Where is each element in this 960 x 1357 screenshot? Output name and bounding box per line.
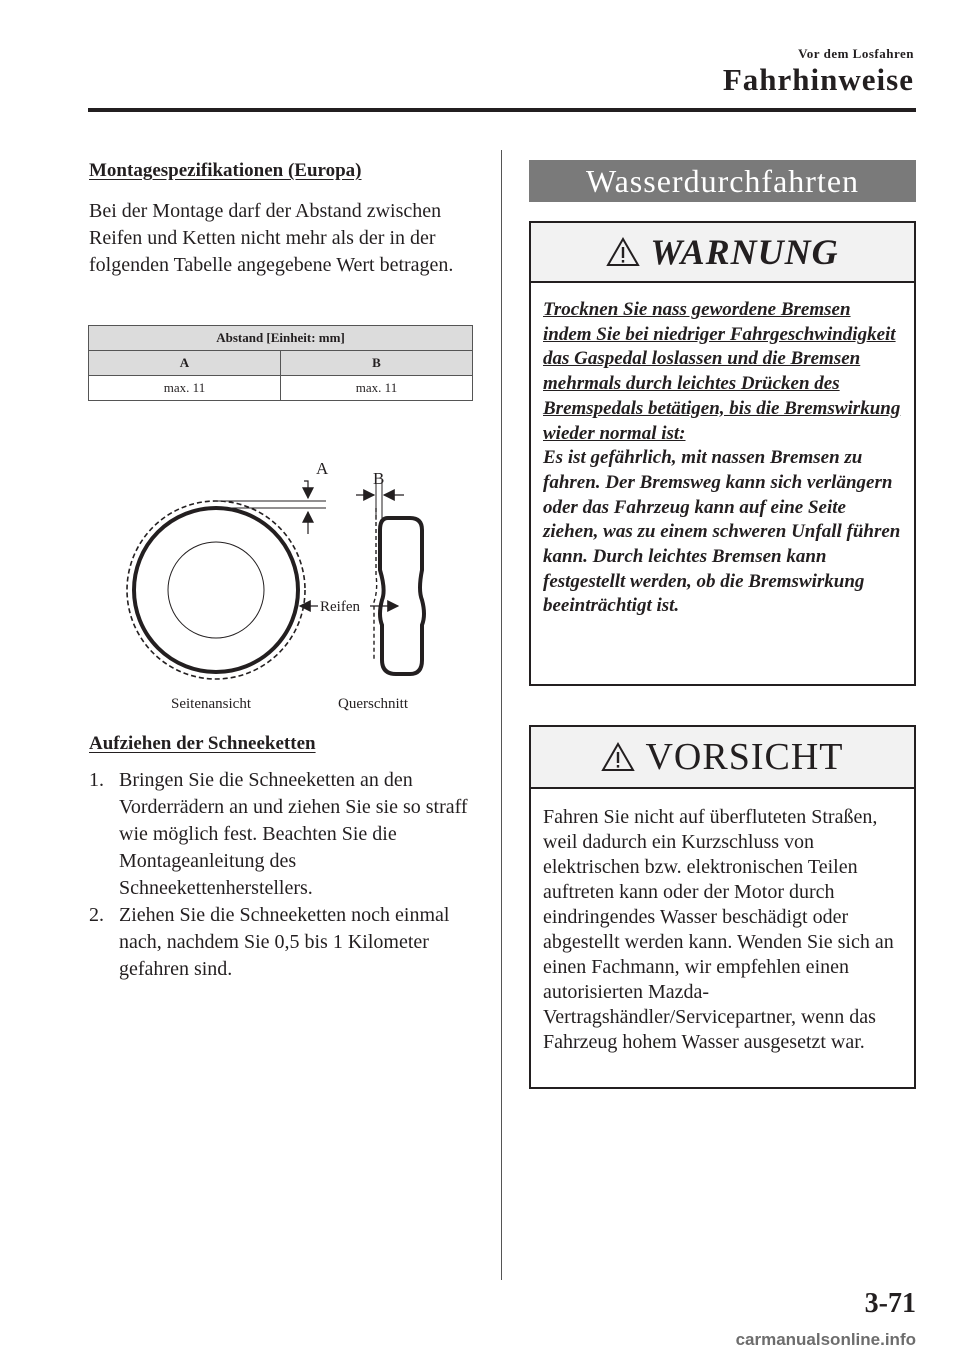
table-header-a: A <box>89 351 281 376</box>
spec-table <box>88 325 473 401</box>
tire-chain-diagram <box>120 450 450 720</box>
page-title: Fahrhinweise <box>722 62 914 97</box>
tire-cross-section <box>380 518 424 674</box>
table-value-a: max. 11 <box>89 376 281 401</box>
spec-heading: Montagespezifikationen (Europa) <box>89 160 362 181</box>
mount-steps <box>89 767 479 983</box>
step-2 <box>89 902 479 983</box>
label-tire: Reifen <box>320 599 360 615</box>
arrow-a-top <box>304 481 308 498</box>
watermark: carmanualsonline.info <box>735 1330 916 1349</box>
step-number: 2. <box>89 904 104 926</box>
warning-triangle-icon <box>606 237 640 267</box>
step-number: 1. <box>89 769 104 791</box>
step-text: Ziehen Sie die Schneeketten noch einmal nach, nachdem Sie 0,5 bis 1 Kilometer gefahren sind. <box>119 904 450 980</box>
warning-text: Es ist gefährlich, mit nassen Bremsen zu fahren. Der Bremsweg kann sich verlängern oder das Fahrzeug kann auf eine Seite ziehen, was zu einem schweren Unfall führen kann. Durch leichtes Bremsen kann festgestellt werden, ob die Bremswirkung beeinträchtigt ist. <box>543 447 901 617</box>
spec-text: Bei der Montage darf der Abstand zwischen Reifen und Ketten nicht mehr als der in der folgenden Tabelle angegebene Wert betragen. <box>89 200 454 276</box>
section-banner: Wasserdurchfahrten <box>529 160 916 202</box>
chain-outline <box>127 501 305 679</box>
column-divider <box>501 150 502 1280</box>
caution-title: VORSICHT <box>645 736 844 778</box>
warning-body <box>531 283 914 619</box>
section-label: Vor dem Losfahren <box>798 46 914 61</box>
warning-triangle-icon <box>601 742 635 772</box>
label-cross-section: Querschnitt <box>338 696 408 712</box>
table-caption: Abstand [Einheit: mm] <box>89 326 473 351</box>
page-number: 3-71 <box>864 1288 916 1319</box>
tire-outline <box>134 508 298 672</box>
warning-instruction: Trocknen Sie nass gewordene Bremsen indem Sie bei niedriger Fahrgeschwindigkeit das Gaspedal loslassen und die Bremsen mehrmals durch leichtes Drücken des Bremspedals betätigen, bis die Bremswirkung wieder normal ist: <box>543 299 901 444</box>
header-rule <box>88 108 916 112</box>
warning-title: WARNUNG <box>650 232 839 272</box>
step-1 <box>89 767 479 902</box>
step-text: Bringen Sie die Schneeketten an den Vorderrädern an und ziehen Sie sie so straff wie möglich fest. Beachten Sie die Montageanleitung des Schneekettenherstellers. <box>119 769 468 899</box>
label-a: A <box>316 459 329 478</box>
chain-cross-section <box>374 508 377 660</box>
table-header-b: B <box>281 351 473 376</box>
caution-box <box>529 725 916 1089</box>
label-side-view: Seitenansicht <box>171 696 251 712</box>
warning-header <box>531 223 914 283</box>
warning-box <box>529 221 916 686</box>
mount-heading: Aufziehen der Schneeketten <box>89 733 316 754</box>
label-b: B <box>373 469 385 488</box>
caution-header <box>531 727 914 789</box>
table-value-b: max. 11 <box>281 376 473 401</box>
rim-outline <box>168 542 264 638</box>
caution-text: Fahren Sie nicht auf überfluteten Straßen, weil dadurch ein Kurzschluss von elektrischen bzw. elektronischen Teilen auftreten kann oder der Motor durch eindringendes Wasser beschädigt oder abgestellt werden kann. Wenden Sie sich an einen Fachmann, wir empfehlen einen autorisierten Mazda-Vertragshändler/Servicepartner, wenn das Fahrzeug hohem Wasser ausgesetzt war. <box>543 806 894 1053</box>
